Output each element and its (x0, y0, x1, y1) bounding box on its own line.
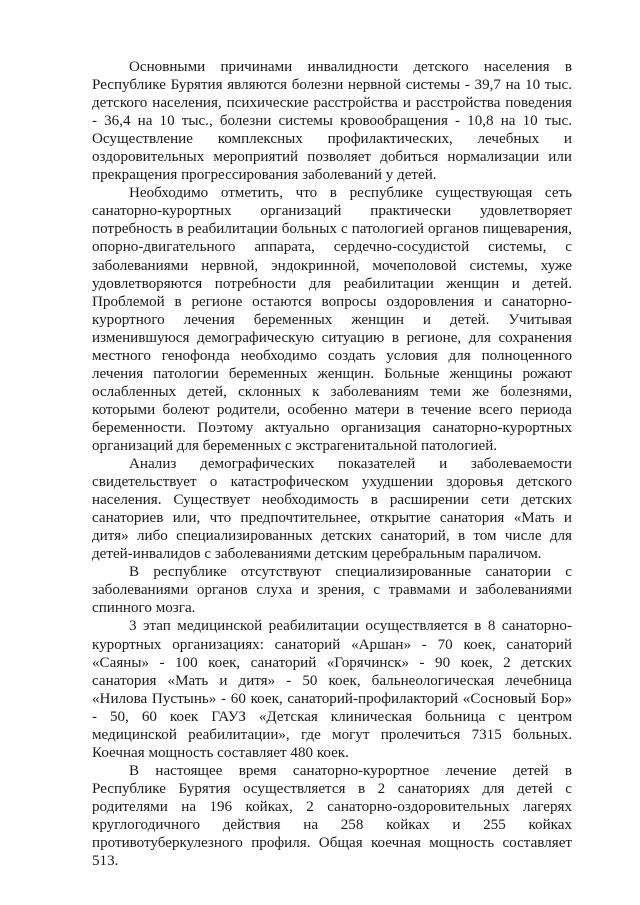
paragraph-missing-sanatoriums: В республике отсутствуют специализированные санатории с заболеваниями органов слуха и зрения, с травмами и заболеваниями спинного мозга. (92, 564, 572, 617)
paragraph-stage-three-rehab: 3 этап медицинской реабилитации осуществляется в 8 санаторно-курортных организациях: санаторий «Аршан» - 70 коек, санаторий «Саяны» - 100 коек, санаторий «Горячинск» - 90 коек, 2 детских санатория «Мать и дитя» - 50 коек, бальнеологическая лечебница «Нилова Пустынь» - 60 коек, санаторий-профилакторий «Сосновый Бор» - 50, 60 коек ГАУЗ «Детская клиническая больница с центром медицинской реабилитации», где могут пролечиться 7315 больных. Коечная мощность составляет 480 коек. (92, 618, 572, 761)
document-page (92, 58, 572, 870)
paragraph-children-treatment: В настоящее время санаторно-курортное лечение детей в Республике Бурятия осуществляется в 2 санаториях для детей с родителями на 196 койках, 2 санаторно-оздоровительных лагерях круглогодичного действия на 258 койках и 255 койках противотуберкулезного профиля. Общая коечная мощность составляет 513. (92, 762, 572, 870)
paragraph-demographic-analysis: Анализ демографических показателей и заболеваемости свидетельствует о катастрофическом ухудшении здоровья детского населения. Существует необходимость в расширении сети детских санаториев или, что предпочтительнее, открытие санатория «Мать и дитя» либо специализированных детских санаторий, в том числе для детей-инвалидов с заболеваниями детским церебральным параличом. (92, 456, 572, 563)
paragraph-disability-causes: Основными причинами инвалидности детского населения в Республике Бурятия являются болезни нервной системы - 39,7 на 10 тыс. детского населения, психические расстройства и расстройства поведения - 36,4 на 10 тыс., болезни системы кровообращения - 10,8 на 10 тыс. Осуществление комплексных профилактических, лечебных и оздоровительных мероприятий позволяет добиться нормализации или прекращения прогрессирования заболеваний у детей. (92, 59, 572, 184)
paragraph-sanatorium-network: Необходимо отметить, что в республике существующая сеть санаторно-курортных организаций практически удовлетворяет потребность в реабилитации больных с патологией органов пищеварения, опорно-двигательного аппарата, сердечно-сосудистой системы, с заболеваниями нервной, эндокринной, мочеполовой системы, хуже удовлетворяются потребности для реабилитации женщин и детей. Проблемой в регионе остаются вопросы оздоровления и санаторно-курортного лечения беременных женщин и детей. Учитывая изменившуюся демографическую ситуацию в регионе, для сохранения местного генофонда необходимо создать условия для полноценного лечения патологии беременных женщин. Больные женщины рожают ослабленных детей, склонных к заболеваниям теми же болезнями, которыми болеют родители, особенно матери в течение всего периода беременности. Поэтому актуально организация санаторно-курортных организаций для беременных с экстрагенитальной патологией. (92, 185, 572, 454)
